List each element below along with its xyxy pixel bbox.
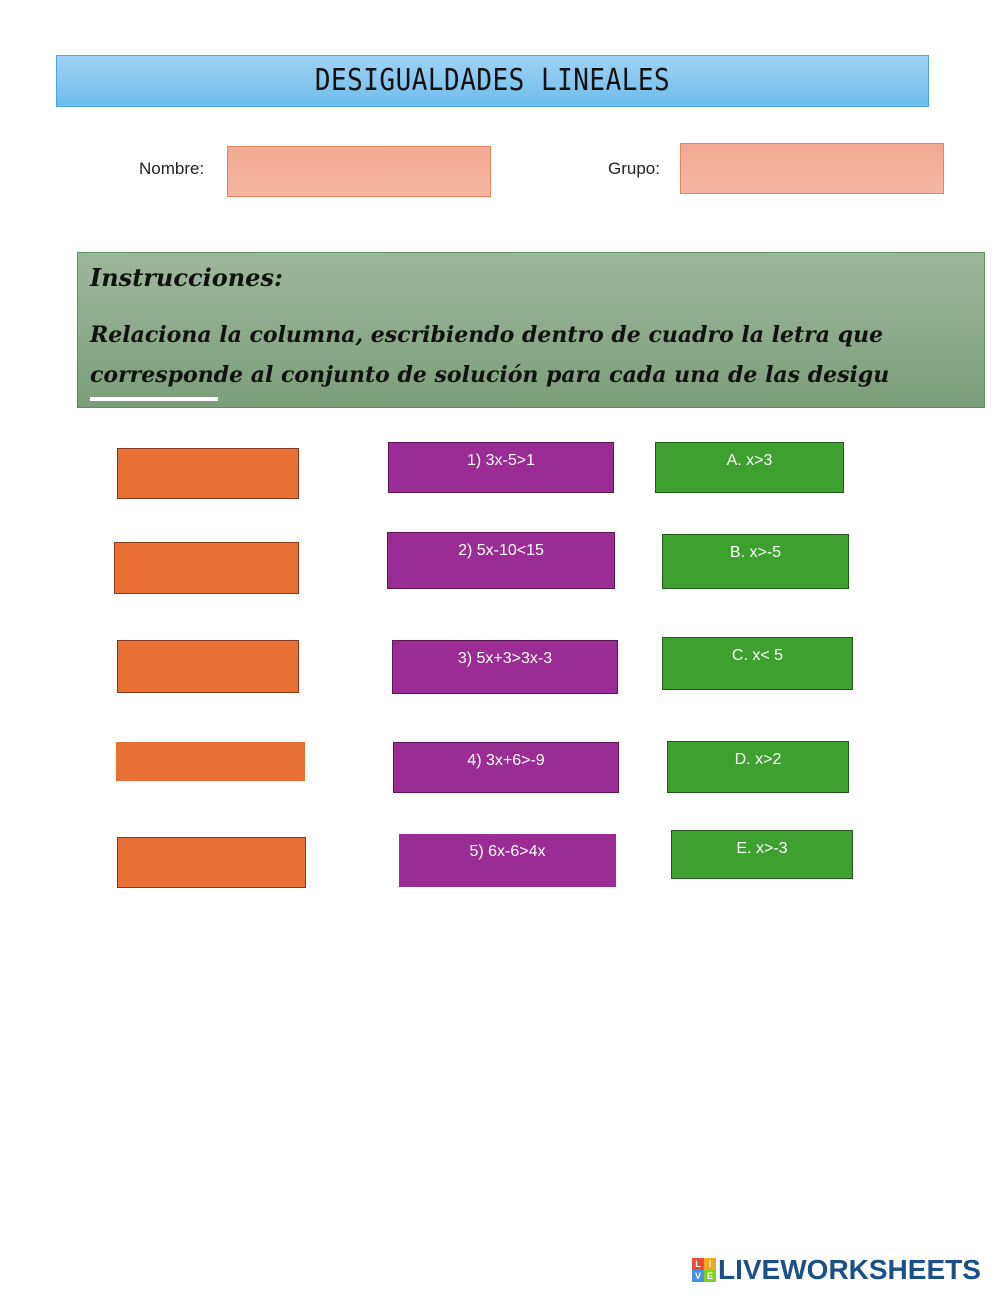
logo-icon-letter: V <box>692 1270 704 1282</box>
logo-icon-letter: L <box>692 1258 704 1270</box>
solution-b: B. x>-5 <box>662 534 849 589</box>
title-banner <box>56 55 929 107</box>
answer-box-2[interactable] <box>114 542 299 594</box>
solution-a: A. x>3 <box>655 442 844 493</box>
name-label: Nombre: <box>139 159 205 178</box>
worksheet-title: DESIGUALDADES LINEALES <box>314 63 671 99</box>
liveworksheets-logo-icon <box>692 1258 716 1282</box>
instructions-text <box>90 315 980 395</box>
instructions-underline <box>90 397 218 401</box>
answer-box-1[interactable] <box>117 448 299 499</box>
group-label: Grupo: <box>608 159 660 178</box>
name-field[interactable] <box>227 146 491 197</box>
inequality-2: 2) 5x-10<15 <box>387 532 615 589</box>
instructions-heading: Instrucciones: <box>90 263 283 292</box>
liveworksheets-logo-text: LIVEWORKSHEETS <box>718 1254 981 1285</box>
instructions-line-2: corresponde al conjunto de solución para cada una de las desigu <box>90 362 890 388</box>
inequality-4: 4) 3x+6>-9 <box>393 742 619 793</box>
answer-box-5[interactable] <box>117 837 306 888</box>
inequality-5: 5) 6x-6>4x <box>399 834 616 887</box>
solution-e: E. x>-3 <box>671 830 853 879</box>
instructions-panel <box>77 252 985 408</box>
logo-icon-letter: I <box>704 1258 716 1270</box>
inequality-1: 1) 3x-5>1 <box>388 442 614 493</box>
liveworksheets-logo[interactable] <box>692 1254 981 1286</box>
group-field[interactable] <box>680 143 944 194</box>
logo-icon-letter: E <box>704 1270 716 1282</box>
inequality-3: 3) 5x+3>3x-3 <box>392 640 618 694</box>
answer-box-3[interactable] <box>117 640 299 693</box>
answer-box-4[interactable] <box>116 742 305 781</box>
instructions-line-1: Relaciona la columna, escribiendo dentro de cuadro la letra que <box>90 322 884 348</box>
solution-d: D. x>2 <box>667 741 849 793</box>
solution-c: C. x< 5 <box>662 637 853 690</box>
